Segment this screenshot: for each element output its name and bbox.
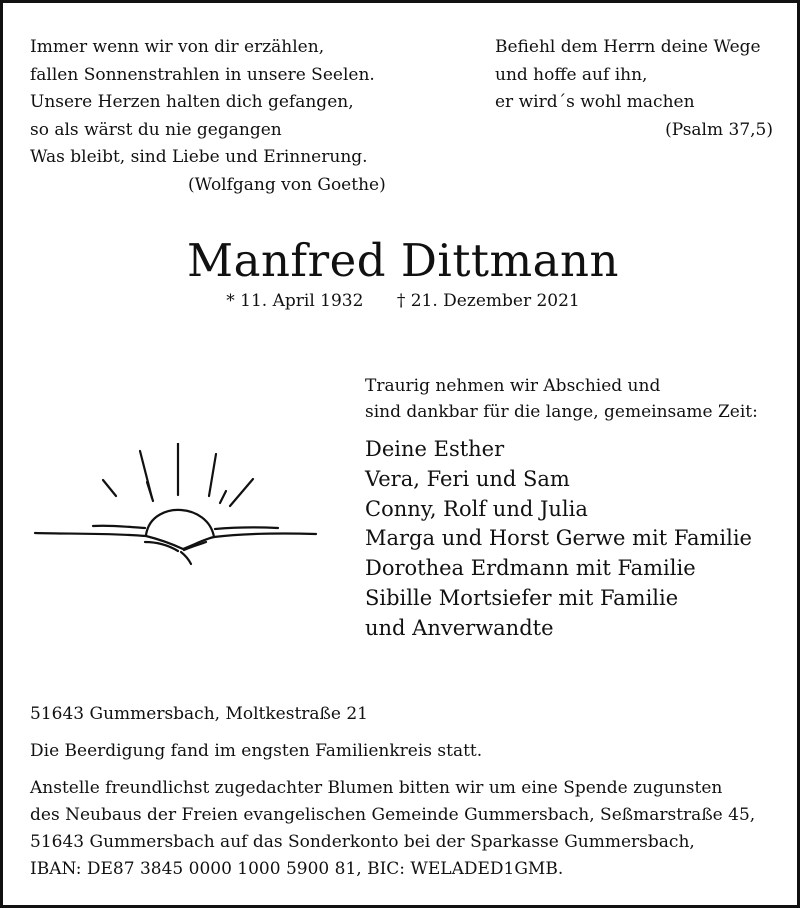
quote-line: Befiehl dem Herrn deine Wege [495,37,761,57]
donation-line: IBAN: DE87 3845 0000 1000 5900 81, BIC: WELADED1GMB. [30,859,564,879]
quote-line: Was bleibt, sind Liebe und Erinnerung. [30,147,368,167]
birth-date: * 11. April 1932 [226,291,364,311]
quote-source: (Psalm 37,5) [665,119,773,140]
family-address: 51643 Gummersbach, Moltkestraße 21 [30,704,368,724]
mourning-intro [365,373,785,425]
footer-info [30,701,780,883]
donation-line: des Neubaus der Freien evangelischen Gemeinde Gummersbach, Seßmarstraße 45, [30,805,756,825]
life-dates [3,289,800,313]
quote-line: Immer wenn wir von dir erzählen, [30,37,325,57]
quote-line: und hoffe auf ihn, [495,64,648,85]
goethe-quote [30,34,410,199]
quote-source: (Wolfgang von Goethe) [188,174,386,195]
quote-line: Unsere Herzen halten dich gefangen, [30,92,354,112]
donation-line: Anstelle freundlichst zugedachter Blumen bitten wir um eine Spende zugunsten [30,778,723,798]
intro-line: Traurig nehmen wir Abschied und [365,376,661,396]
mourner-entry: Sibille Mortsiefer mit Familie [365,585,679,610]
sunset-icon [33,443,323,573]
mourner-entry: Conny, Rolf und Julia [365,496,588,521]
mourner-entry: Vera, Feri und Sam [365,466,570,491]
deceased-name: Manfred Dittmann [187,234,619,287]
death-date: † 21. Dezember 2021 [396,291,580,311]
mourner-entry: und Anverwandte [365,615,554,640]
quote-line: fallen Sonnenstrahlen in unsere Seelen. [30,64,375,85]
donation-line: 51643 Gummersbach auf das Sonderkonto bei der Sparkasse Gummersbach, [30,832,695,852]
mourner-entry: Marga und Horst Gerwe mit Familie [365,526,752,551]
donation-request [30,775,780,883]
psalm-quote [495,34,775,144]
funeral-note: Die Beerdigung fand im engsten Familienkreis statt. [30,741,483,761]
quote-line: so als wärst du nie gegangen [30,119,282,140]
quote-line: er wird´s wohl machen [495,92,695,112]
intro-line: sind dankbar für die lange, gemeinsame Zeit: [365,402,758,422]
mourner-entry: Dorothea Erdmann mit Familie [365,556,696,581]
mourners-list [365,435,795,644]
mourner-entry: Deine Esther [365,437,505,461]
